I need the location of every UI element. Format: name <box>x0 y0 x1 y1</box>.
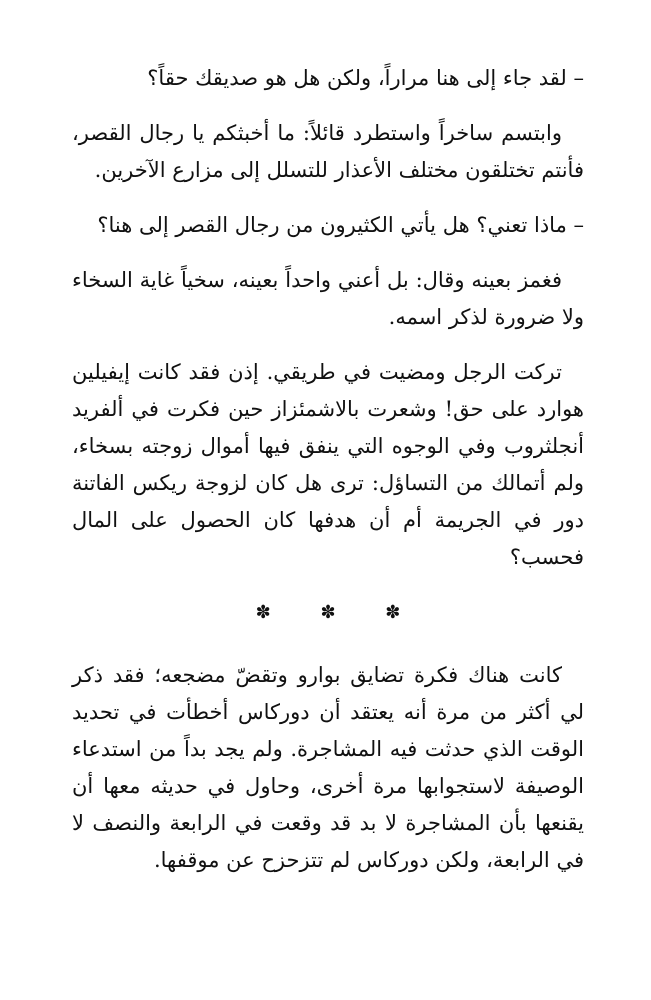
book-page <box>72 60 584 897</box>
narrative-paragraph-4: فغمز بعينه وقال: بل أعني واحداً بعينه، سخياً غاية السخاء ولا ضرورة لذكر اسمه. <box>72 268 584 329</box>
narrative-paragraph-2: وابتسم ساخراً واستطرد قائلاً: ما أخبثكم يا رجال القصر، فأنتم تختلقون مختلف الأعذار للتسلل إلى مزارع الآخرين. <box>72 121 584 182</box>
dialogue-paragraph-1: – لقد جاء إلى هنا مراراً، ولكن هل هو صديقك حقاً؟ <box>147 66 584 90</box>
dialogue-paragraph-3: – ماذا تعني؟ هل يأتي الكثيرون من رجال القصر إلى هنا؟ <box>97 213 584 237</box>
section-separator: ✽ ✽ ✽ <box>255 602 423 623</box>
narrative-paragraph-5: تركت الرجل ومضيت في طريقي. إذن فقد كانت إيفيلين هوارد على حق! وشعرت بالاشمئزاز حين فكرت في ألفريد أنجلثروب وفي الوجوه التي ينفق فيها أموال زوجته بسخاء، ولم أتمالك من التساؤل: ترى هل كان لزوجة ريكس الفاتنة دور في الجريمة أم أن هدفها كان الحصول على المال فحسب؟ <box>72 360 584 569</box>
narrative-paragraph-6: كانت هناك فكرة تضايق بوارو وتقضّ مضجعه؛ فقد ذكر لي أكثر من مرة أنه يعتقد أن دوركاس أخطأت في تحديد الوقت الذي حدثت فيه المشاجرة. ولم يجد بداً من استدعاء الوصيفة لاستجوابها مرة أخرى، وحاول في حديثه معها أن يقنعها بأن المشاجرة لا بد قد وقعت في الرابعة والنصف لا في الرابعة، ولكن دوركاس لم تتزحزح عن موقفها. <box>72 663 585 872</box>
